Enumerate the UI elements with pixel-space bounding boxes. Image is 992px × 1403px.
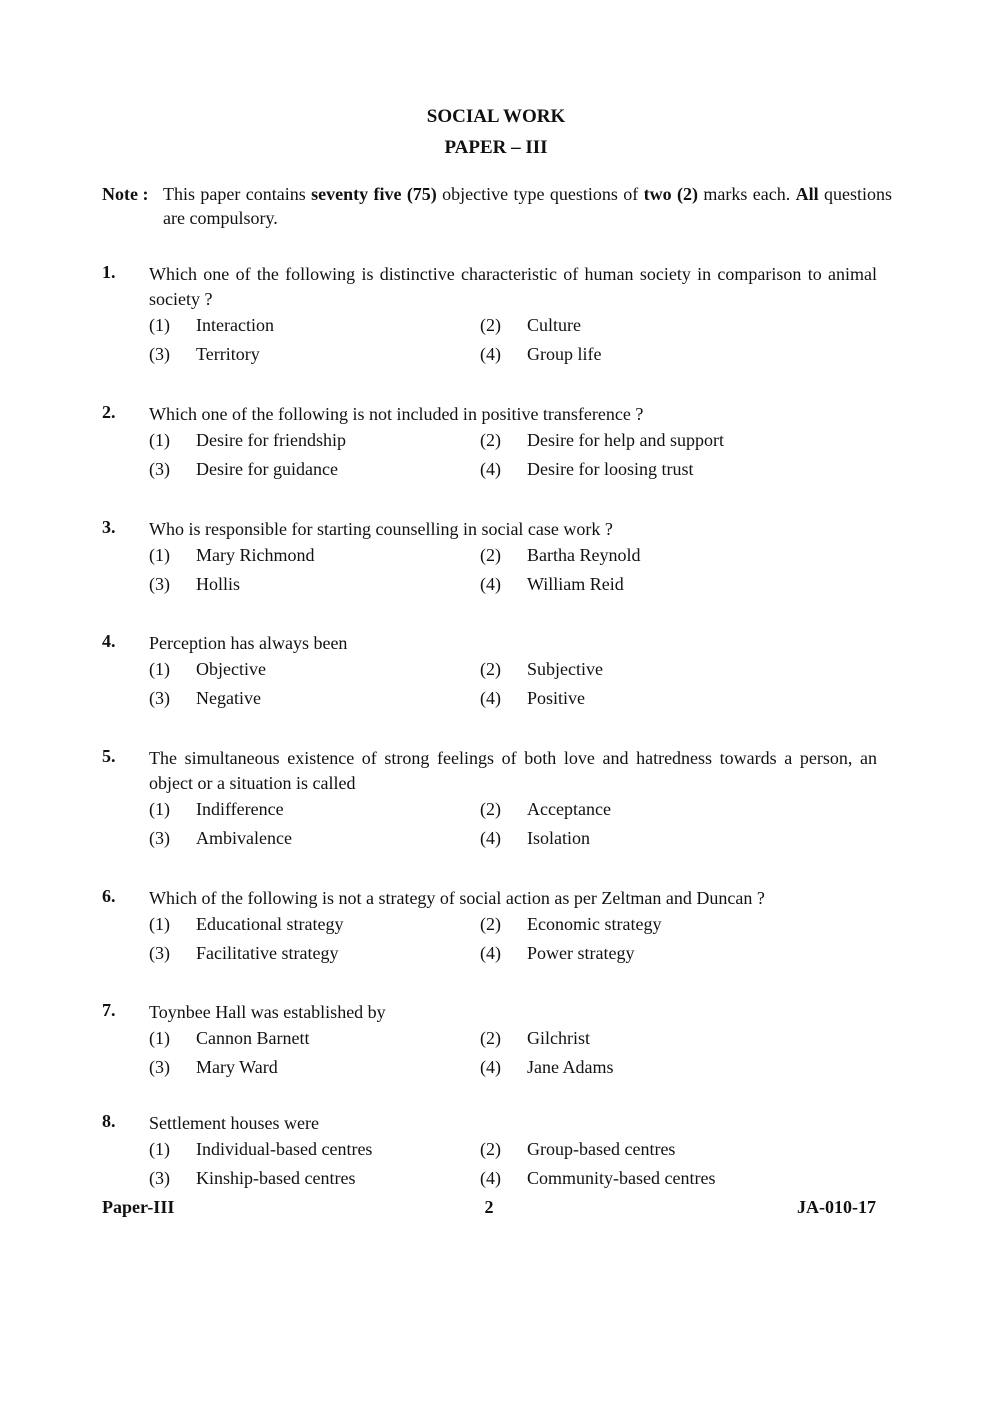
option-text: Desire for guidance	[196, 459, 338, 479]
option-text: Positive	[527, 688, 586, 708]
option-text: Kinship-based centres	[196, 1168, 356, 1188]
option-number: (4)	[480, 1168, 501, 1188]
option-number: (2)	[480, 430, 501, 450]
question-number: 4.	[102, 631, 116, 651]
option-text: Facilitative strategy	[196, 943, 339, 963]
option-text: William Reid	[527, 574, 624, 594]
option-number: (4)	[480, 459, 501, 479]
question	[102, 517, 877, 603]
option-text: Subjective	[527, 659, 603, 679]
question-text: Settlement houses were	[149, 1113, 319, 1133]
question-number: 1.	[102, 262, 116, 282]
option-number: (4)	[480, 943, 501, 963]
question	[102, 886, 877, 972]
option-text: Educational strategy	[196, 914, 344, 934]
option-number: (1)	[149, 914, 170, 934]
question-number: 7.	[102, 1000, 116, 1020]
option-number: (3)	[149, 344, 170, 364]
option-number: (1)	[149, 659, 170, 679]
option-number: (4)	[480, 344, 501, 364]
question-text: Which one of the following is not included in positive transference ?	[149, 404, 644, 424]
option-text: Desire for loosing trust	[527, 459, 694, 479]
option-number: (2)	[480, 1028, 501, 1048]
option-text: Bartha Reynold	[527, 545, 641, 565]
question	[102, 1111, 877, 1197]
option-number: (4)	[480, 574, 501, 594]
option-text: Community-based centres	[527, 1168, 716, 1188]
option-number: (3)	[149, 943, 170, 963]
question-text: The simultaneous existence of strong feelings of both love and hatredness towards a person, an object or a situation is called	[149, 748, 877, 793]
option-number: (3)	[149, 574, 170, 594]
question-number: 3.	[102, 517, 116, 537]
option-text: Negative	[196, 688, 261, 708]
option-text: Desire for friendship	[196, 430, 346, 450]
option-number: (2)	[480, 914, 501, 934]
option-text: Power strategy	[527, 943, 635, 963]
paper-title: PAPER – III	[444, 137, 548, 158]
note-part: objective type questions of	[436, 184, 644, 204]
option-number: (3)	[149, 1057, 170, 1077]
option-text: Mary Richmond	[196, 545, 315, 565]
option-number: (1)	[149, 799, 170, 819]
option-text: Jane Adams	[527, 1057, 614, 1077]
option-text: Individual-based centres	[196, 1139, 373, 1159]
question	[102, 746, 877, 857]
page-number: 2	[484, 1197, 494, 1217]
note-part: All	[795, 184, 819, 204]
footer-paper: Paper-III	[102, 1197, 175, 1217]
question-text: Who is responsible for starting counselling in social case work ?	[149, 519, 613, 539]
option-number: (1)	[149, 1139, 170, 1159]
option-text: Indifference	[196, 799, 284, 819]
option-number: (2)	[480, 1139, 501, 1159]
option-text: Interaction	[196, 315, 274, 335]
question-number: 5.	[102, 746, 116, 766]
question-text: Which one of the following is distinctive characteristic of human society in comparison to animal society ?	[149, 264, 877, 309]
option-number: (2)	[480, 545, 501, 565]
option-text: Isolation	[527, 828, 590, 848]
option-text: Cannon Barnett	[196, 1028, 310, 1048]
note	[102, 182, 892, 230]
question-number: 6.	[102, 886, 116, 906]
note-part: questions are compulsory.	[163, 184, 892, 228]
note-part: two (2)	[643, 184, 698, 204]
option-text: Economic strategy	[527, 914, 662, 934]
option-text: Group life	[527, 344, 602, 364]
option-number: (2)	[480, 315, 501, 335]
option-number: (3)	[149, 688, 170, 708]
option-text: Group-based centres	[527, 1139, 676, 1159]
option-text: Desire for help and support	[527, 430, 724, 450]
option-number: (2)	[480, 799, 501, 819]
question-text: Which of the following is not a strategy of social action as per Zeltman and Duncan ?	[149, 888, 765, 908]
question	[102, 631, 877, 717]
option-number: (1)	[149, 315, 170, 335]
option-number: (1)	[149, 430, 170, 450]
question-text: Perception has always been	[149, 633, 348, 653]
question-number: 8.	[102, 1111, 116, 1131]
paper-code: JA-010-17	[797, 1197, 876, 1217]
option-number: (3)	[149, 828, 170, 848]
option-text: Acceptance	[527, 799, 611, 819]
option-number: (4)	[480, 828, 501, 848]
note-part: This paper contains	[163, 184, 312, 204]
note-part: marks each.	[698, 184, 796, 204]
option-text: Culture	[527, 315, 581, 335]
option-number: (3)	[149, 1168, 170, 1188]
option-number: (4)	[480, 688, 501, 708]
option-number: (3)	[149, 459, 170, 479]
option-text: Hollis	[196, 574, 241, 594]
question	[102, 262, 877, 373]
question	[102, 1000, 877, 1086]
question-text: Toynbee Hall was established by	[149, 1002, 386, 1022]
option-text: Gilchrist	[527, 1028, 590, 1048]
option-text: Objective	[196, 659, 266, 679]
subject-title: SOCIAL WORK	[426, 106, 566, 127]
note-text	[163, 182, 892, 230]
option-number: (1)	[149, 545, 170, 565]
note-part: seventy five (75)	[311, 184, 437, 204]
option-text: Mary Ward	[196, 1057, 278, 1077]
note-label: Note :	[102, 184, 149, 204]
option-text: Territory	[196, 344, 260, 364]
option-number: (4)	[480, 1057, 501, 1077]
option-number: (1)	[149, 1028, 170, 1048]
option-text: Ambivalence	[196, 828, 292, 848]
question	[102, 402, 877, 488]
question-number: 2.	[102, 402, 116, 422]
option-number: (2)	[480, 659, 501, 679]
